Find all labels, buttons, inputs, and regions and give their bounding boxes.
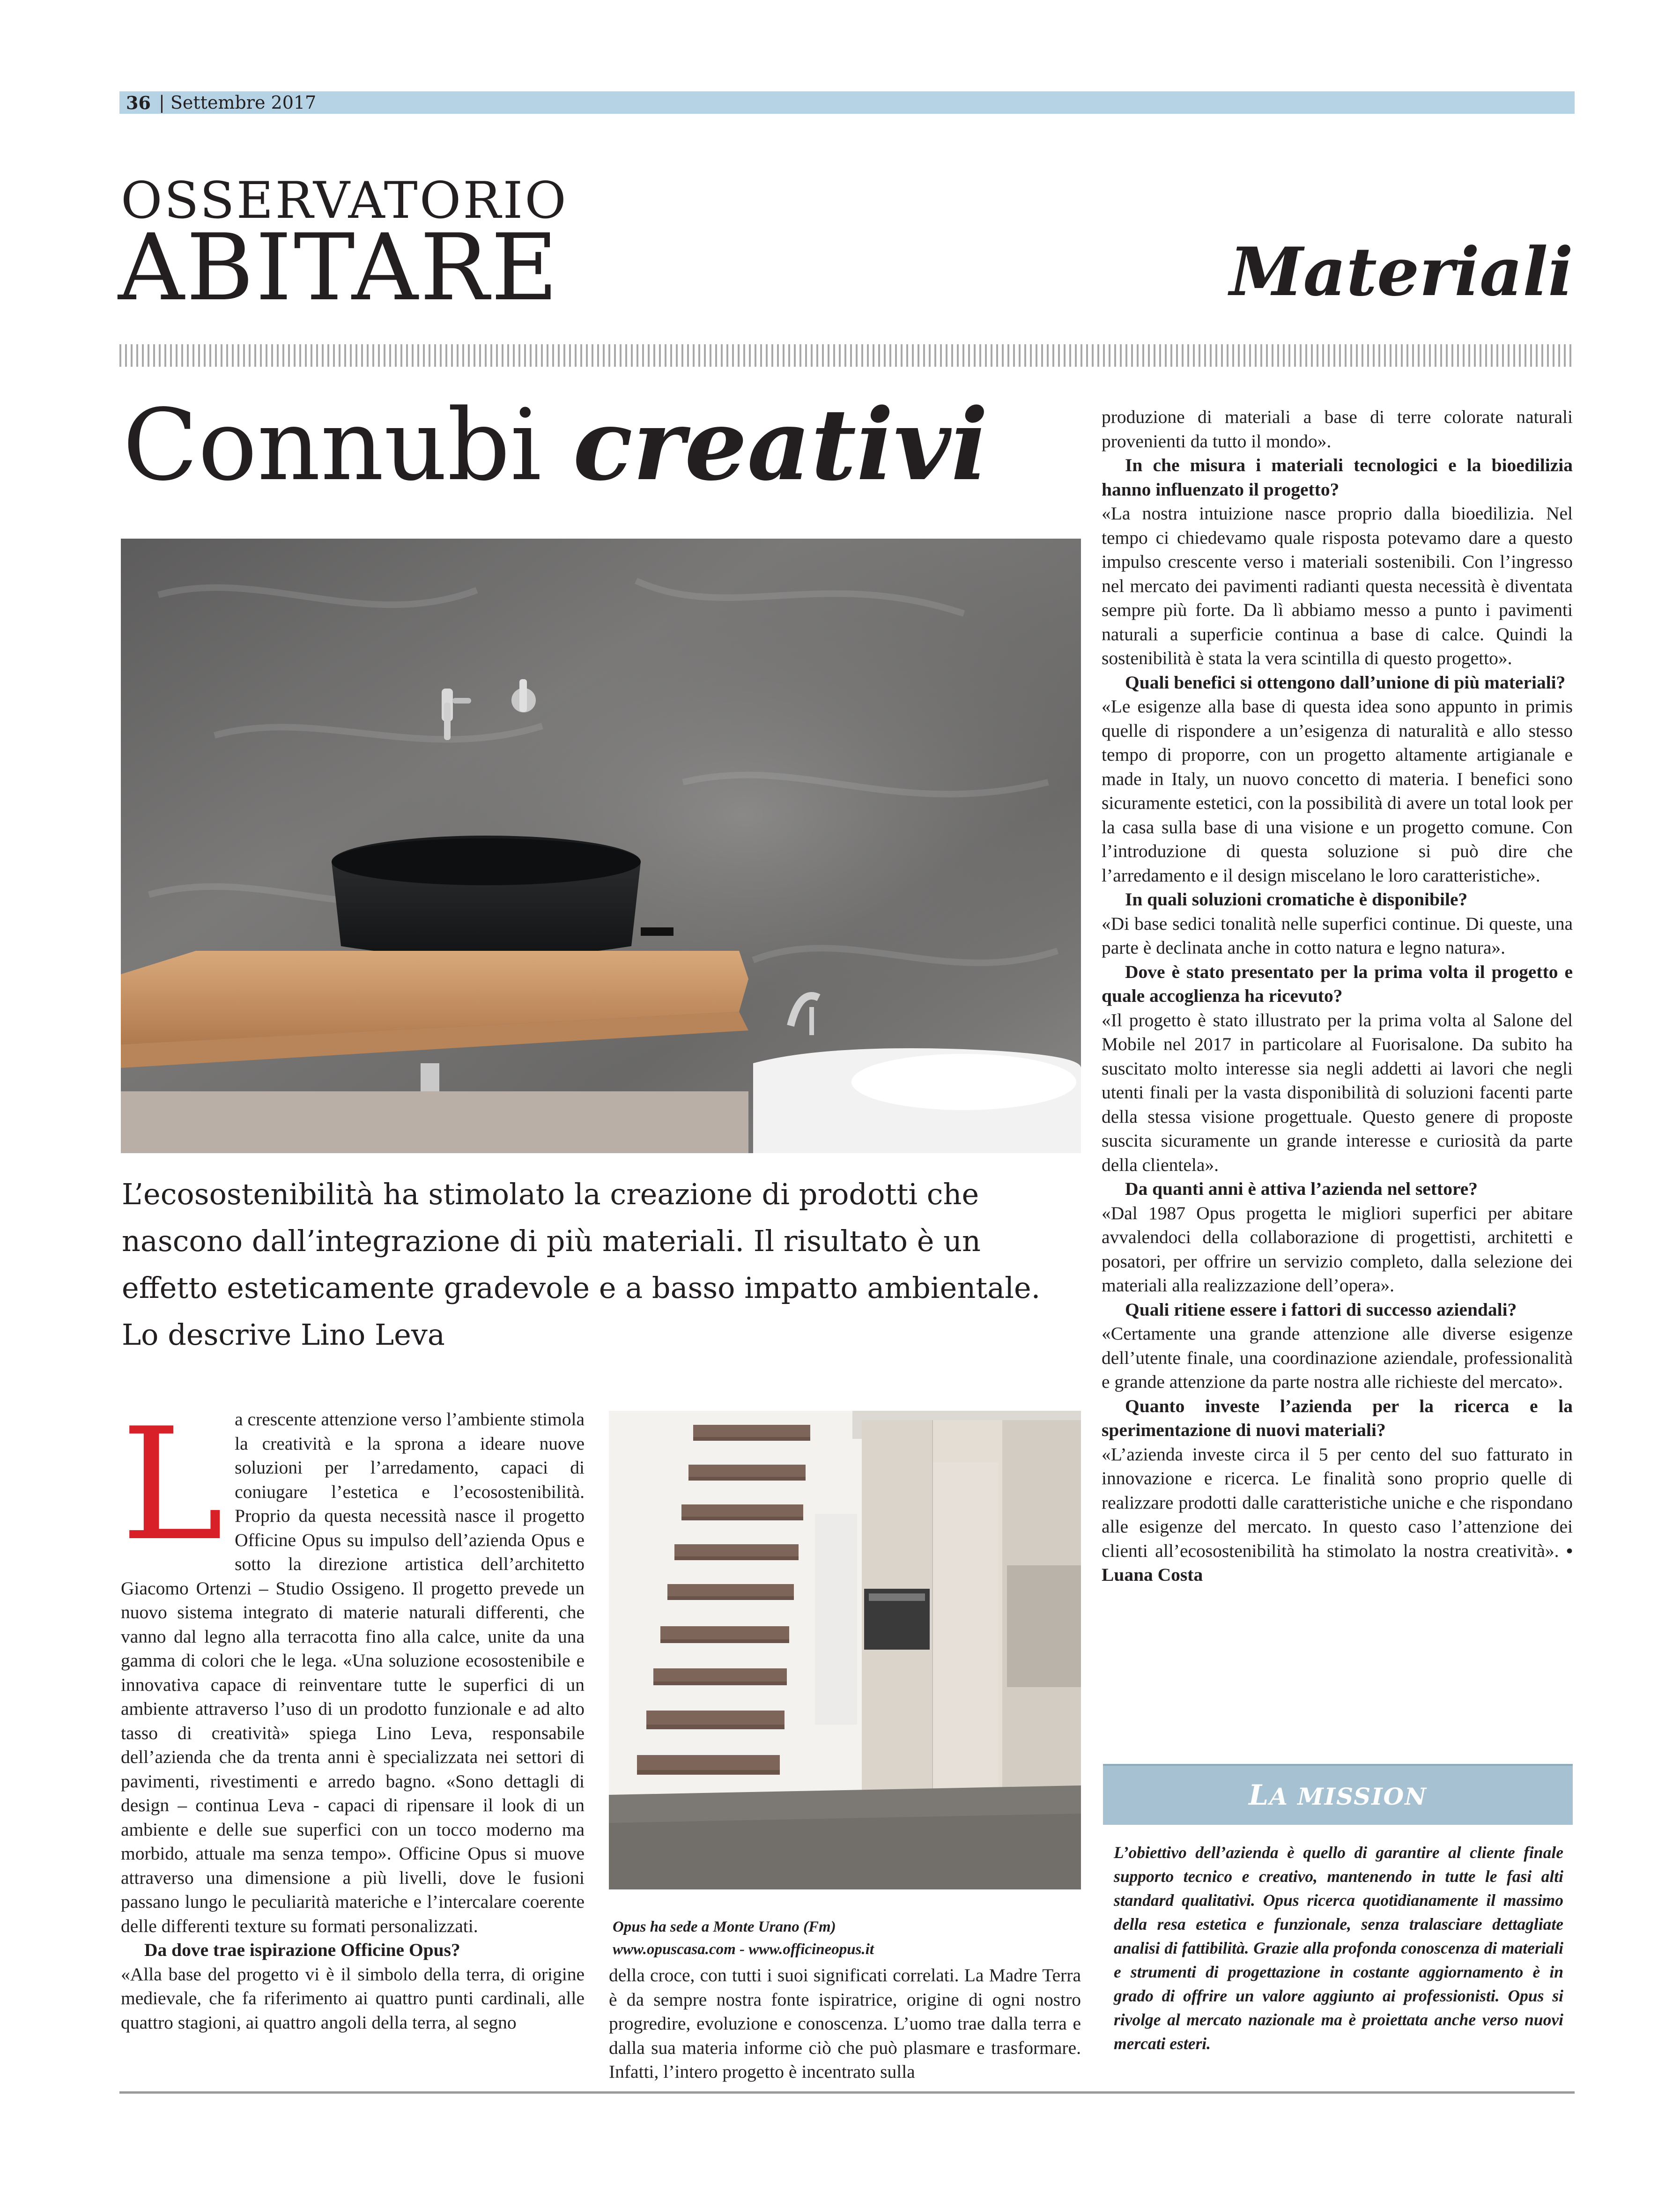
mission-title-cap: L — [1249, 1779, 1270, 1812]
title-italic: creativi — [573, 387, 988, 503]
question-8: Quanto investe l’azienda per la ricerca e la sperimentazione di nuovi materiali? — [1102, 1395, 1573, 1440]
intro-paragraph — [121, 1395, 585, 1938]
issue-date: | Settembre 2017 — [159, 92, 317, 113]
answer-7: «Certamente una grande attenzione alle diverse esigenze dell’utente finale, una coordinazione aziendale, professionalità e grande attenzione da parte nostra alle richieste del mercato». — [1102, 1323, 1573, 1392]
bottom-rule — [119, 2091, 1575, 2094]
question-6: Da quanti anni è attiva l’azienda nel settore? — [1125, 1178, 1478, 1199]
page-number: 36 — [126, 92, 151, 113]
hatched-divider — [119, 344, 1575, 367]
question-1: Da dove trae ispirazione Officine Opus? — [144, 1940, 460, 1960]
caption-websites: www.opuscasa.com - www.officineopus.it — [613, 1941, 874, 1958]
mission-title-rest: A MISSION — [1269, 1783, 1427, 1810]
question-4: In quali soluzioni cromatiche è disponibile? — [1125, 889, 1468, 910]
answer-1-end: produzione di materiali a base di terre colorate naturali provenienti da tutto il mondo». — [1102, 407, 1573, 452]
rubric-line1: OSSERVATORIO — [121, 171, 568, 230]
photo-caption — [613, 1916, 874, 1961]
article-lead: L’ecosostenibilità ha stimolato la creazione di prodotti che nascono dall’integrazione di più materiali. Il risultato è un effetto esteticamente gradevole e a basso impatto ambientale. Lo descrive Lino Leva — [122, 1177, 1041, 1352]
answer-5: «Il progetto è stato illustrato per la prima volta al Salone del Mobile nel 2017 in particolare al Fuorisalone. Da subito ha suscitato molto interesse sia negli addetti ai lavori che negli utenti finali per la vasta disponibilità di soluzioni facenti parte della stessa visione progettuale. Questo genere di proposte suscita sicuramente un grande interesse e curiosità da parte della clientela». — [1102, 1009, 1573, 1175]
bathroom-sink-illustration — [121, 539, 1081, 1153]
answer-8-text: «L’azienda investe circa il 5 per cento del suo fatturato in innovazione e ricerca. Le finalità sono proprio quelle di realizzare prodotti dalle caratteristiche uniche e che rispondano alle esigenze del mercato. In questo caso l’attenzione dei clienti all’ecosostenibilità ha stimolato la nostra creatività». — [1102, 1444, 1573, 1561]
answer-2: «La nostra intuizione nasce proprio dalla bioedilizia. Nel tempo ci chiedevamo quale risposta potevamo dare a questo impulso crescente verso i materiali sostenibili. Con l’ingresso nel mercato dei pavimenti radianti questa necessità è diventata sempre più forte. Da lì abbiamo messo a punto i pavimenti naturali a superficie continua a base di calce. Quindi la sostenibilità è stata la vera scintilla di questo progetto». — [1102, 503, 1573, 668]
answer-4: «Di base sedici tonalità nelle superfici continue. Di queste, una parte è declinata anche in cotto natura e legno natura». — [1102, 913, 1573, 958]
answer-1-continued: della croce, con tutti i suoi significati correlati. La Madre Terra è da sempre nostra fonte ispiratrice, origine di ogni nostro progredire, evoluzione e conoscenza. L’uomo trae dalla terra e dalla sua materia informe ciò che può plasmare e trasformare. Infatti, l’intero progetto è incentrato sulla — [609, 1965, 1081, 2082]
title-regular: Connubi — [123, 388, 573, 503]
drop-cap: L — [121, 1395, 224, 1575]
answer-3: «Le esigenze alla base di questa idea sono appunto in primis quelle di rispondere a un’esigenza di naturalità e allo stesso tempo di proporre, con un progetto altamente artigianale e made in Italy, un nuovo concetto di materia. I benefici sono sicuramente estetici, con la possibilità di avere un total look per la casa sulla base di una visione e un progetto comune. Con l’introduzione di questa soluzione si può dire che l’arredamento e il design miscelano le loro caratteristiche». — [1102, 696, 1573, 886]
rubric-line2: ABITARE — [118, 215, 560, 321]
section-label: Materiali — [1229, 233, 1573, 311]
answer-1-start: «Alla base del progetto vi è il simbolo della terra, di origine medievale, che fa riferimento ai quattro punti cardinali, alle quattro stagioni, ai quattro angoli della terra, al segno — [121, 1963, 585, 2033]
answer-6: «Dal 1987 Opus progetta le migliori superfici per abitare avvalendoci della collaborazione di progettisti, architetti e posatori, per offrire un servizio completo, dalla selezione dei materiali alla realizzazione dell’opera». — [1102, 1202, 1573, 1296]
staircase-illustration — [609, 1411, 1081, 1889]
intro-text: a crescente attenzione verso l’ambiente stimola la creatività e la sprona a ideare nuove soluzioni per l’arredamento, capaci di coniugare l’estetica e l’ecosostenibilità. Proprio da questa necessità nasce il progetto Officine Opus su impulso dell’azienda Opus e sotto la direzione artistica dell’architetto Giacomo Ortenzi – Studio Ossigeno. Il progetto prevede un nuovo sistema integrato di materie naturali differenti, che vanno dal legno alla terracotta fino alla calce, unite da una gamma di colori che le lega. «Una soluzione ecosostenibile e innovativa capace di reinventare tutte le superfici di un ambiente attraverso l’uso di un prodotto funzionale e ad alto tasso di creatività» spiega Lino Leva, responsabile dell’azienda che da trenta anni è specializzata nei settori di pavimenti, rivestimenti e arredo bagno. «Sono dettagli di design – continua Leva - capaci di ripensare il look di un ambiente e delle sue superfici con un tocco moderno ma morbido, attuale ma senza tempo». Officine Opus si muove attraverso una dimensione a più livelli, dove le fusioni passano lungo le peculiarità materiche e l’intercalare coerente delle differenti texture su formati personalizzati. — [121, 1409, 585, 1936]
article-title — [123, 387, 988, 503]
floating-staircase-kitchen-photo — [609, 1411, 1081, 1889]
text-column-3 — [1102, 405, 1573, 1587]
text-column-1 — [121, 1395, 585, 2035]
mission-box-title — [1249, 1779, 1427, 1812]
question-2: In che misura i materiali tecnologici e la bioedilizia hanno influenzato il progetto? — [1102, 455, 1573, 500]
question-3: Quali benefici si ottengono dall’unione di più materiali? — [1125, 672, 1566, 693]
author-byline: • Luana Costa — [1102, 1540, 1573, 1585]
question-7: Quali ritiene essere i fattori di successo aziendali? — [1125, 1299, 1517, 1320]
caption-location: Opus ha sede a Monte Urano (Fm) — [613, 1918, 836, 1935]
answer-8 — [1102, 1443, 1573, 1587]
text-column-2 — [609, 1963, 1081, 2084]
mission-box-text — [1114, 1841, 1563, 2056]
question-5: Dove è stato presentato per la prima volta il progetto e quale accoglienza ha ricevuto? — [1102, 961, 1573, 1006]
bathroom-sink-photo — [121, 539, 1081, 1153]
page-header-bar — [119, 91, 1575, 114]
mission-paragraph: L’obiettivo dell’azienda è quello di garantire al cliente finale supporto tecnico e creativo, mantenendo in tutte le fasi alti standard qualitativi. Opus ricerca quotidianamente il massimo della resa estetica e funzionale, senza tralasciare dettagliate analisi di fattibilità. Grazie alla profonda conoscenza di materiali e strumenti di progettazione in costante aggiornamento è in grado di offrire un valore aggiunto ai professionisti. Opus si rivolge al mercato nazionale ma è proiettata anche verso nuovi mercati esteri. — [1114, 1843, 1563, 2053]
mission-box-header — [1103, 1764, 1573, 1825]
